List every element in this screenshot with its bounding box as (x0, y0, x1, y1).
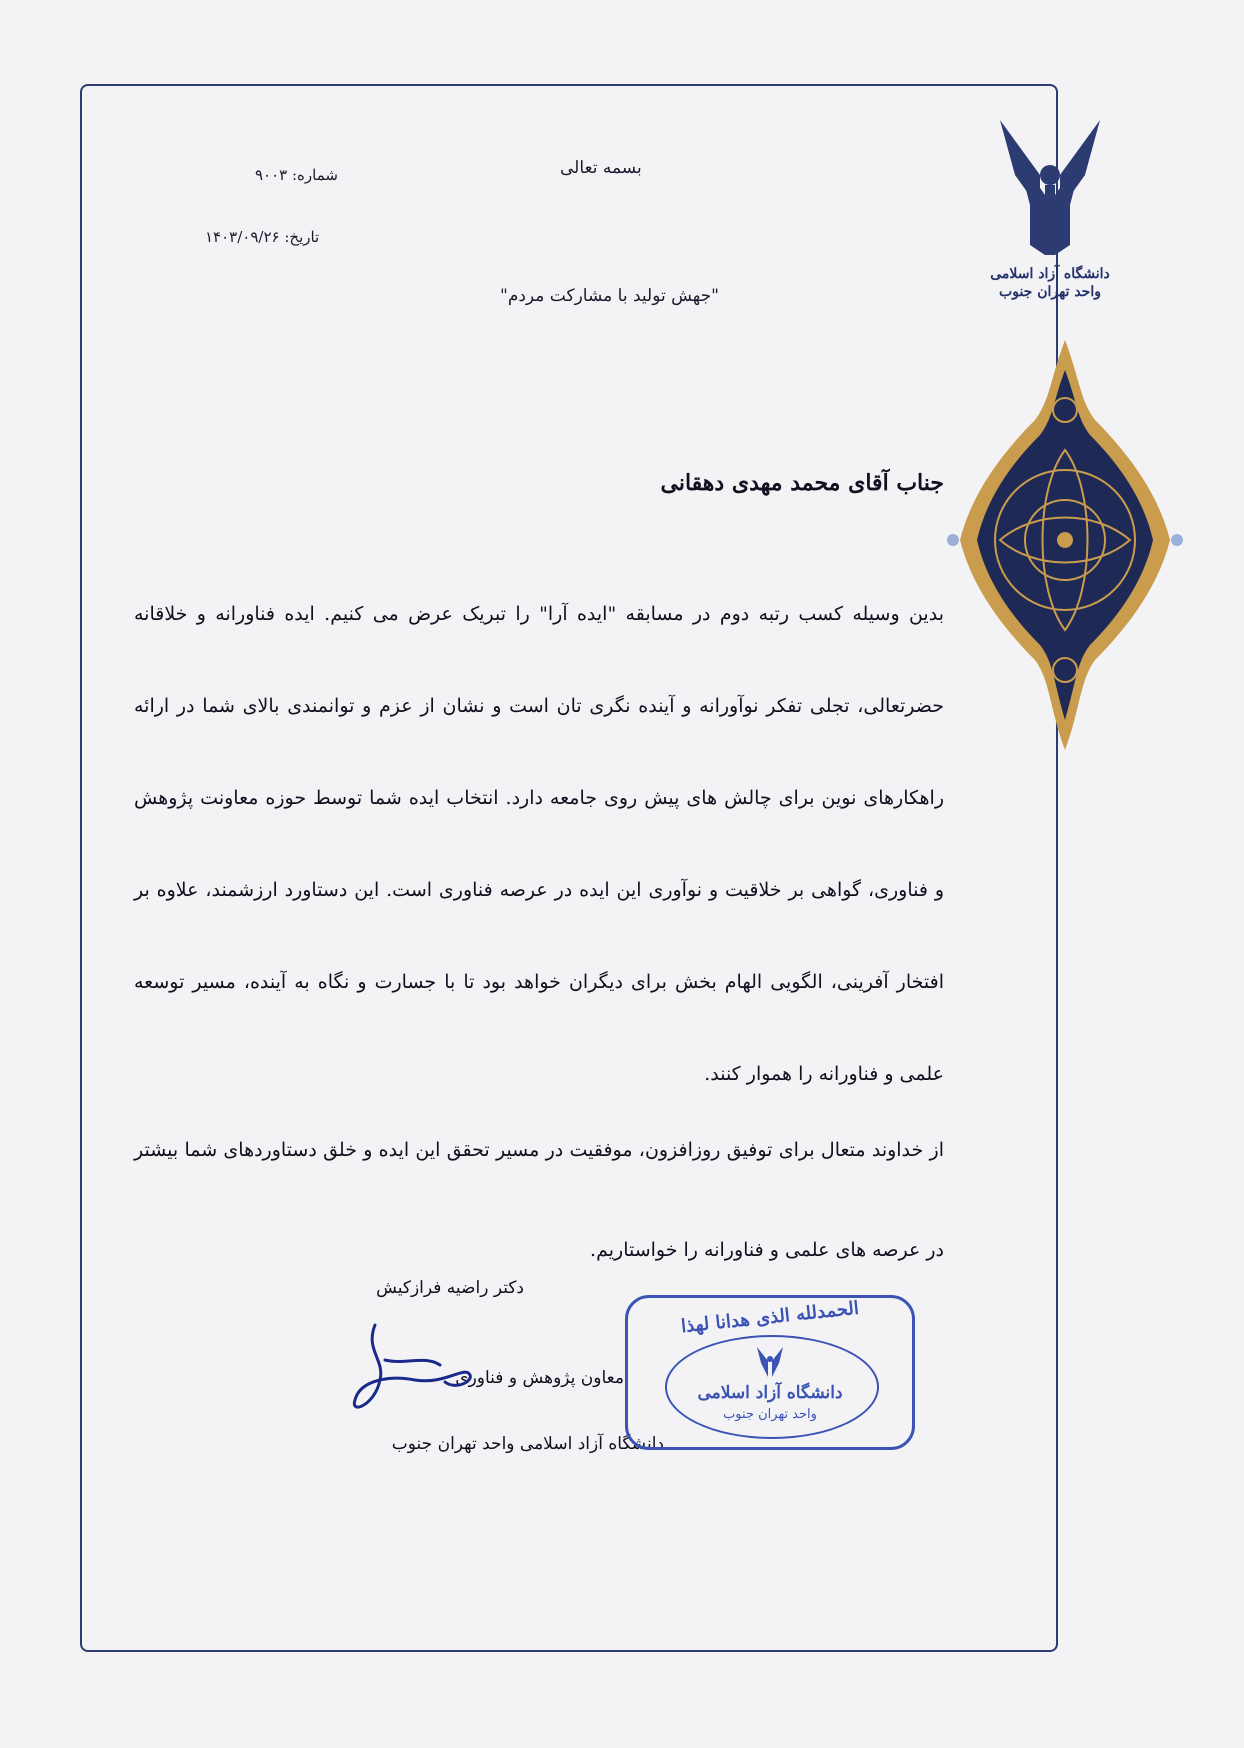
logo-line-2: واحد تهران جنوب (999, 284, 1101, 300)
islamic-ornament-icon (945, 340, 1185, 750)
letter-body: بدین وسیله کسب رتبه دوم در مسابقه "ایده آرا" را تبریک عرض می کنیم. ایده فناورانه و خلاقانه حضرتعالی، تجلی تفکر نوآورانه و آینده نگری تان است و نشان از عزم و توانمندی بالای شما در ارائه راهکارهای نوین برای چالش های پیش روی جامعه دارد. انتخاب ایده شما توسط حوزه معاونت پژوهش و فناوری، گواهی بر خلاقیت و نوآوری این ایده در عرصه فناوری است. این دستاورد ارزشمند، علاوه بر افتخار آفرینی، الگویی الهام بخش برای دیگران خواهد بود تا با جسارت و نگاه به آینده، مسیر توسعه علمی و فناورانه را هموار کنند. (134, 603, 944, 1085)
besmellah: بسمه تعالی (560, 158, 642, 178)
stamp-emblem-icon (755, 1345, 785, 1379)
signatory-name: دکتر راضیه فرازکیش (376, 1278, 524, 1298)
recipient: جناب آقای محمد مهدی دهقانی (660, 470, 944, 496)
stamp-branch: واحد تهران جنوب (723, 1407, 817, 1422)
letter-date: تاریخ: ۱۴۰۳/۰۹/۲۶ (205, 228, 320, 246)
handwritten-signature (345, 1320, 495, 1430)
university-logo (990, 115, 1110, 301)
letter-closing: از خداوند متعال برای توفیق روزافزون، موفقیت در مسیر تحقق این ایده و خلق دستاوردهای شما بیشتر در عرصه های علمی و فناورانه را خواستاریم. (134, 1139, 944, 1261)
signatory-university: دانشگاه آزاد اسلامی واحد تهران جنوب (391, 1434, 664, 1454)
signatory-title: معاون پژوهش و فناوری (455, 1368, 624, 1388)
slogan: "جهش تولید با مشارکت مردم" (500, 286, 719, 306)
logo-emblem-icon (995, 115, 1105, 265)
letter-number: شماره: ۹۰۰۳ (255, 166, 338, 184)
logo-line-1: دانشگاه آزاد اسلامی (990, 266, 1110, 282)
stamp-top-text: الحمدلله الذی هدانا لهذا (680, 1297, 860, 1338)
official-stamp (625, 1295, 915, 1450)
stamp-university: دانشگاه آزاد اسلامی (697, 1383, 843, 1403)
